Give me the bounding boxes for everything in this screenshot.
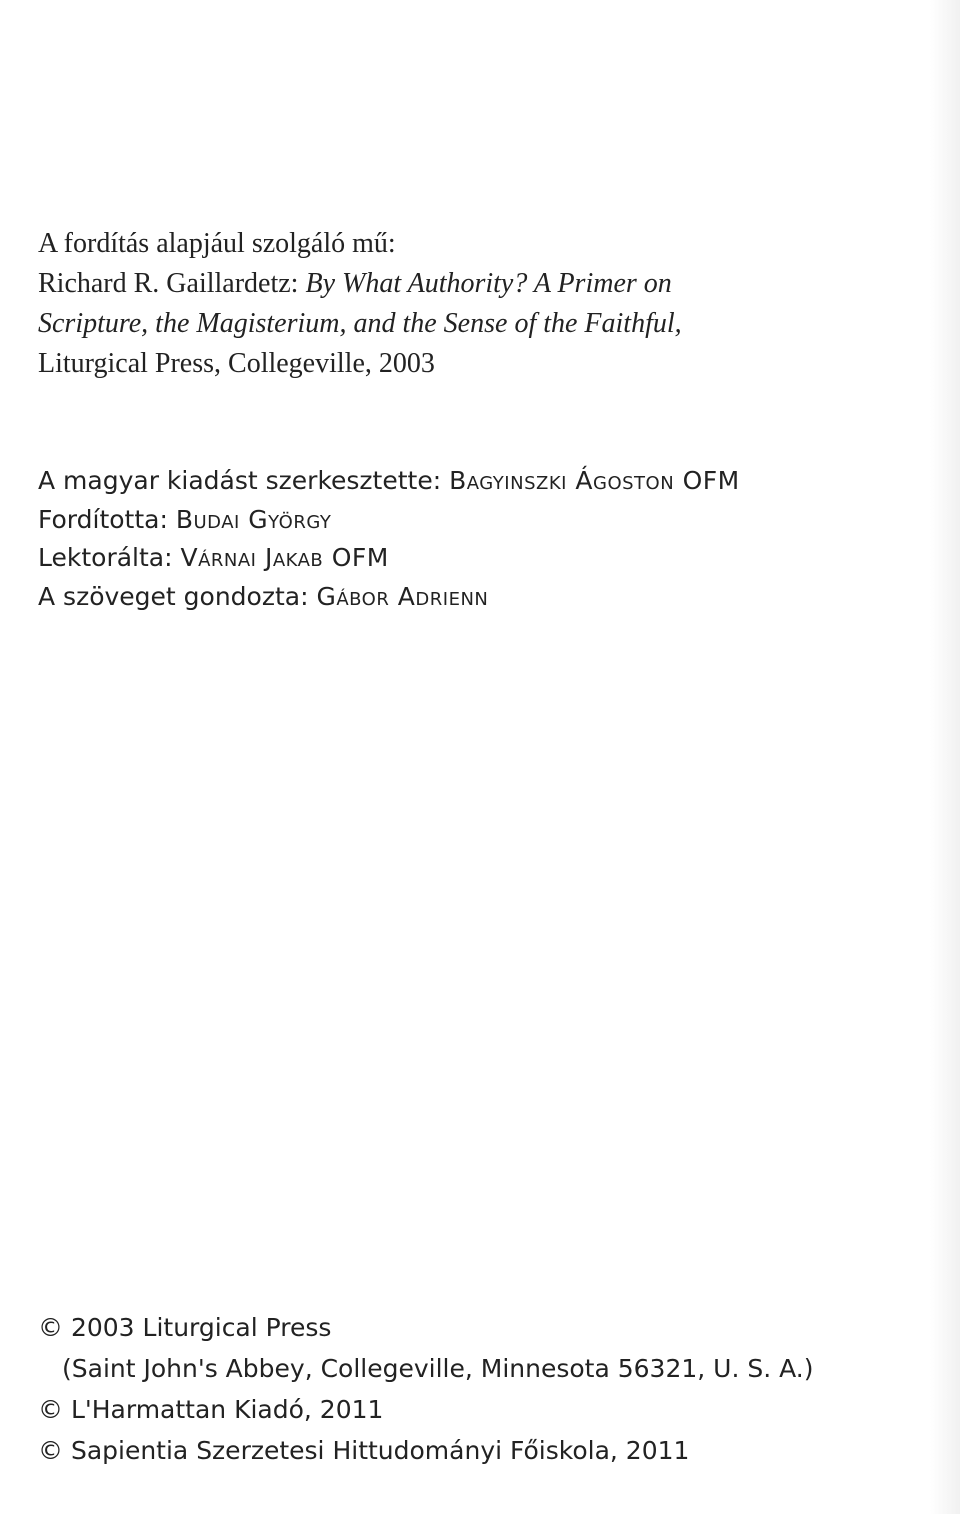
- copyright-line-4: © Sapientia Szerzetesi Hittudományi Főiskola, 2011: [38, 1436, 690, 1465]
- credit-copyeditor: [38, 578, 740, 617]
- credit-translator-label: Fordította:: [38, 504, 176, 534]
- credit-editor: [38, 462, 740, 501]
- source-title-part1: By What Authority? A Primer on: [305, 268, 672, 299]
- copyright-line-1: © 2003 Liturgical Press: [38, 1313, 332, 1342]
- credits-block: [38, 462, 740, 616]
- page-edge-shadow: [930, 0, 960, 1514]
- copyright-line-3: © L'Harmattan Kiadó, 2011: [38, 1395, 384, 1424]
- credit-translator-name: Budai György: [175, 504, 332, 534]
- source-heading: A fordítás alapjául szolgáló mű:: [38, 228, 396, 259]
- source-author-line: [38, 264, 682, 304]
- source-work-block: [38, 224, 682, 384]
- credit-copyeditor-name: Gábor Adrienn: [316, 581, 489, 611]
- source-title-part2: Scripture, the Magisterium, and the Sense of the Faithful,: [38, 308, 682, 339]
- copyright-block: [38, 1307, 814, 1471]
- source-publisher: Liturgical Press, Collegeville, 2003: [38, 348, 435, 379]
- copyright-line-2: (Saint John's Abbey, Collegeville, Minnesota 56321, U. S. A.): [62, 1354, 814, 1383]
- credit-reviewer-name: Várnai Jakab OFM: [180, 543, 389, 572]
- credit-translator: [38, 501, 740, 540]
- credit-reviewer-label: Lektorálta:: [38, 543, 181, 572]
- credit-editor-name: Bagyinszki Ágoston OFM: [449, 466, 740, 495]
- credit-copyeditor-label: A szöveget gondozta:: [38, 581, 317, 611]
- credit-reviewer: [38, 539, 740, 578]
- source-author: Richard R. Gaillardetz:: [38, 268, 306, 299]
- credit-editor-label: A magyar kiadást szerkesztette:: [38, 466, 450, 495]
